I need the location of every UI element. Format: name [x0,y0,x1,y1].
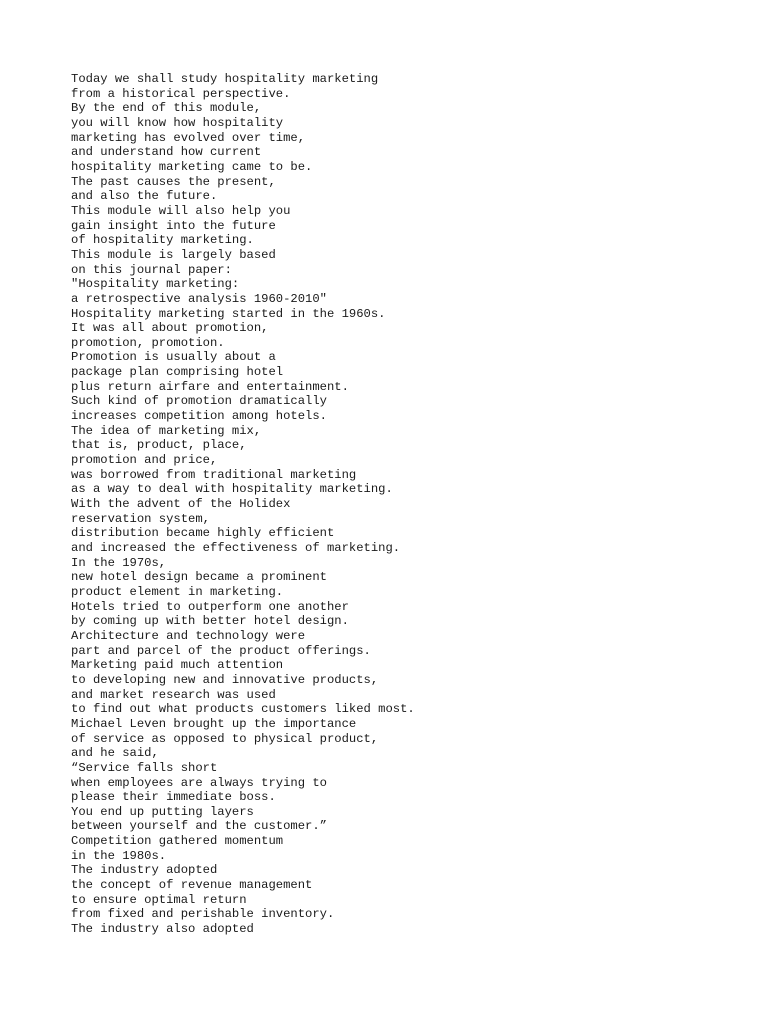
transcript-line: The past causes the present, [71,174,276,189]
transcript-line: It was all about promotion, [71,321,269,336]
transcript-line: product element in marketing. [71,584,284,599]
transcript-line: reservation system, [71,511,210,526]
transcript-line: on this journal paper: [71,262,232,277]
transcript-line: Hotels tried to outperform one another [71,599,349,614]
transcript-line: when employees are always trying to [71,775,327,790]
transcript-line: please their immediate boss. [71,790,276,805]
transcript-line: a retrospective analysis 1960-2010" [71,291,327,306]
transcript-line: to developing new and innovative products, [71,672,379,687]
transcript-line: and market research was used [71,687,276,702]
transcript-line: and understand how current [71,145,262,160]
transcript-line: By the end of this module, [71,101,262,116]
transcript-line: Such kind of promotion dramatically [71,394,327,409]
transcript-line: Architecture and technology were [71,628,306,643]
transcript-line: This module is largely based [71,247,276,262]
transcript-line: gain insight into the future [71,218,276,233]
transcript-line: Competition gathered momentum [71,834,284,849]
transcript-line: The industry adopted [71,863,218,878]
transcript-line: that is, product, place, [71,438,247,453]
transcript-line: increases competition among hotels. [71,409,327,424]
transcript-line: as a way to deal with hospitality marketing. [71,482,393,497]
transcript-line: Promotion is usually about a [71,350,276,365]
transcript-line: between yourself and the customer.” [71,819,327,834]
transcript-line: by coming up with better hotel design. [71,614,349,629]
transcript-line: “Service falls short [71,760,218,775]
transcript-line: "Hospitality marketing: [71,277,240,292]
transcript-line: promotion, promotion. [71,335,225,350]
transcript-line: new hotel design became a prominent [71,570,327,585]
transcript-line: plus return airfare and entertainment. [71,379,349,394]
transcript-text [71,72,415,937]
transcript-line: In the 1970s, [71,555,167,570]
transcript-line: to ensure optimal return [71,892,247,907]
transcript-line: and increased the effectiveness of marketing. [71,541,401,555]
transcript-line: With the advent of the Holidex [71,497,291,512]
transcript-line: package plan comprising hotel [71,365,284,380]
transcript-line: hospitality marketing came to be. [71,159,313,174]
transcript-line: the concept of revenue management [71,878,313,893]
transcript-line: from a historical perspective. [71,86,291,101]
transcript-line: marketing has evolved over time, [71,130,306,145]
transcript-line: The idea of marketing mix, [71,423,262,438]
transcript-line: in the 1980s. [71,848,167,863]
transcript-line: You end up putting layers [71,804,254,819]
transcript-line: Marketing paid much attention [71,658,284,673]
transcript-line: and he said, [71,746,159,761]
transcript-line: of service as opposed to physical product, [71,731,379,746]
transcript-line: This module will also help you [71,203,291,218]
transcript-line: from fixed and perishable inventory. [71,907,335,922]
transcript-line: distribution became highly efficient [71,526,335,541]
transcript-line: you will know how hospitality [71,115,284,130]
transcript-line: Today we shall study hospitality marketing [71,72,379,86]
transcript-line: The industry also adopted [71,922,254,937]
transcript-line: part and parcel of the product offerings. [71,643,371,658]
transcript-line: of hospitality marketing. [71,233,254,248]
transcript-line: Michael Leven brought up the importance [71,716,357,731]
transcript-line: to find out what products customers liked most. [71,702,415,717]
transcript-line: Hospitality marketing started in the 1960s. [71,306,386,321]
transcript-line: was borrowed from traditional marketing [71,467,357,482]
transcript-line: promotion and price, [71,453,218,468]
transcript-line: and also the future. [71,189,218,204]
